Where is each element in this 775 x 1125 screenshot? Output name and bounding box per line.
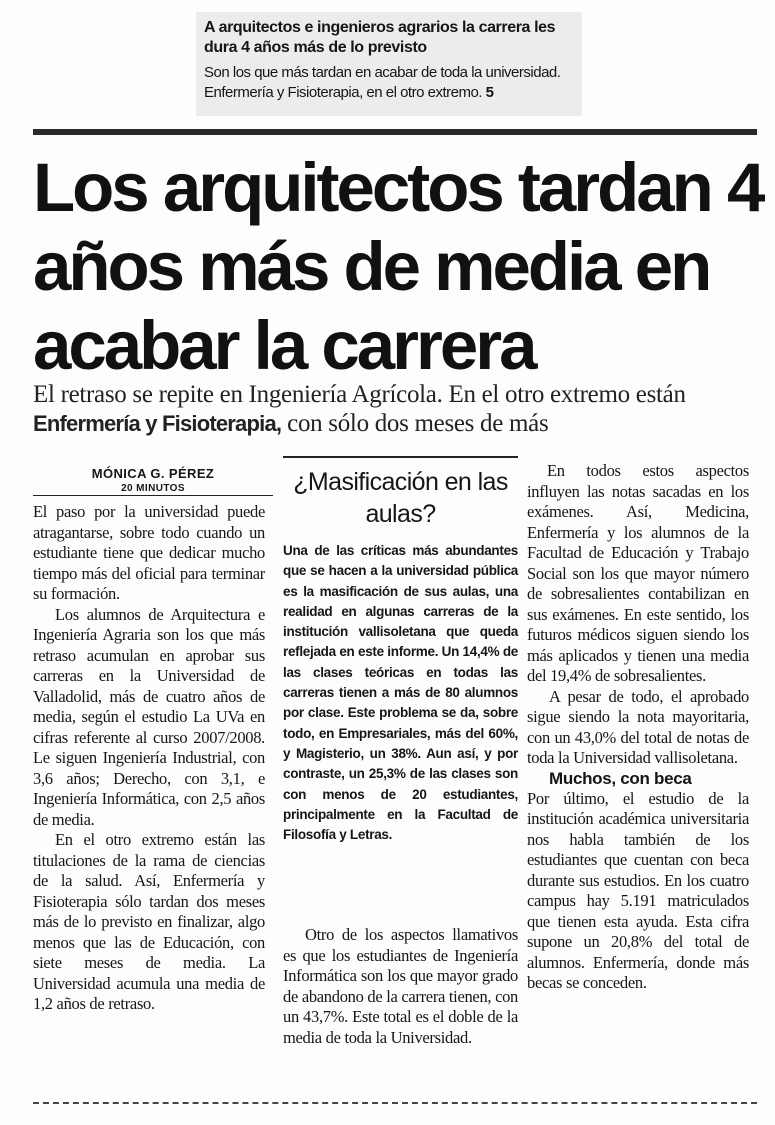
column-3 bbox=[527, 461, 749, 994]
deck-part1: El retraso se repite en Ingeniería Agrícola. En el otro extremo están bbox=[33, 381, 686, 408]
paragraph: En todos estos aspectos influyen las notas sacadas en los exámenes. Así, Medicina, Enfermería y los alumnos de la Facultad de Educación y Trabajo Social son los que mayor número de sobresalientes contabilizan en sus exámenes. En este sentido, los futuros médicos siguen siendo los más aplicados y tienen una media del 19,4% de sobresalientes. bbox=[527, 461, 749, 685]
subhead: Muchos, con beca bbox=[549, 768, 692, 788]
teaser-text bbox=[204, 63, 578, 103]
byline-author: MÓNICA G. PÉREZ bbox=[91, 466, 215, 481]
column-1 bbox=[33, 502, 265, 1015]
top-rule bbox=[33, 129, 757, 135]
paragraph: El paso por la universidad puede atragantarse, sobre todo cuando un estudiante tiene que dedicar mucho tiempo más del oficial para terminar su formación. bbox=[33, 502, 265, 603]
teaser-box bbox=[196, 12, 582, 116]
column-2 bbox=[283, 925, 518, 1048]
paragraph: A pesar de todo, el aprobado sigue siendo la nota mayoritaria, con un 43,0% del total de notas de toda la Universidad vallisoletana. bbox=[527, 686, 749, 767]
deck bbox=[33, 380, 763, 438]
byline-outlet: 20 MINUTOS bbox=[121, 483, 185, 494]
deck-part2: con sólo dos meses de más bbox=[287, 410, 549, 437]
box-text: Una de las críticas más abundantes que se hacen a la universidad pública es la masificación de sus aulas, una realidad en algunas carreras de la institución vallisoletana que queda reflejada en este informe. Un 14,4% de las clases teóricas en todas las carreras tienen a más de 80 alumnos por clase. Este problema se da, sobre todo, en Empresariales, más del 60%, y Magisterio, un 38%. Aun así, y por contraste, un 25,3% de las clases son con menos de 20 estudiantes, principalmente en la Facultad de Filosofía y Letras. bbox=[283, 543, 518, 843]
paragraph: En el otro extremo están las titulaciones de la rama de ciencias de la salud. Así, Enfermería y Fisioterapia sólo tardan dos meses más de lo previsto en finalizar, algo menos que las de Educación, con siete meses de media. La Universidad acumula una media de 1,2 años de retraso. bbox=[33, 830, 265, 1013]
box-top-rule bbox=[283, 456, 518, 458]
paragraph: Por último, el estudio de la institución académica universitaria nos habla también de los estudiantes que cuentan con beca durante sus estudios. En los cuatro campus hay 5.191 matriculados que tienen esta ayuda. Esta cifra supone un 20,8% del total de alumnos. Enfermería, donde más becas se conceden. bbox=[527, 788, 749, 992]
teaser-page-ref: 5 bbox=[485, 84, 494, 101]
teaser-text-body: Son los que más tardan en acabar de toda la universidad. Enfermería y Fisioterapia, en el otro extremo. bbox=[204, 64, 561, 101]
deck-highlight: Enfermería y Fisioterapia, bbox=[33, 411, 282, 436]
paragraph: Otro de los aspectos llamativos es que los estudiantes de Ingeniería Informática son los que mayor grado de abandono de la carrera tienen, con un 43,7%. Este total es el doble de la media de toda la Universidad. bbox=[283, 925, 518, 1047]
paragraph: Los alumnos de Arquitectura e Ingeniería Agraria son los que más retraso acumulan en aprobar sus carreras en la Universidad de Valladolid, más de cuatro años de media, según el estudio La UVa en cifras referente al curso 2007/2008. Le siguen Ingeniería Industrial, con 3,6 años; Derecho, con 3,1, e Ingeniería Informática, con 2,5 años de media. bbox=[33, 604, 265, 829]
teaser-title: A arquitectos e ingenieros agrarios la carrera les dura 4 años más de lo previsto bbox=[204, 19, 556, 56]
byline bbox=[33, 465, 273, 495]
byline-rule bbox=[33, 495, 273, 496]
box-title: ¿Masificación en las aulas? bbox=[293, 468, 508, 528]
bottom-dashed-rule bbox=[33, 1102, 757, 1104]
headline: Los arquitectos tardan 4 años más de media en acabar la carrera bbox=[33, 149, 763, 384]
